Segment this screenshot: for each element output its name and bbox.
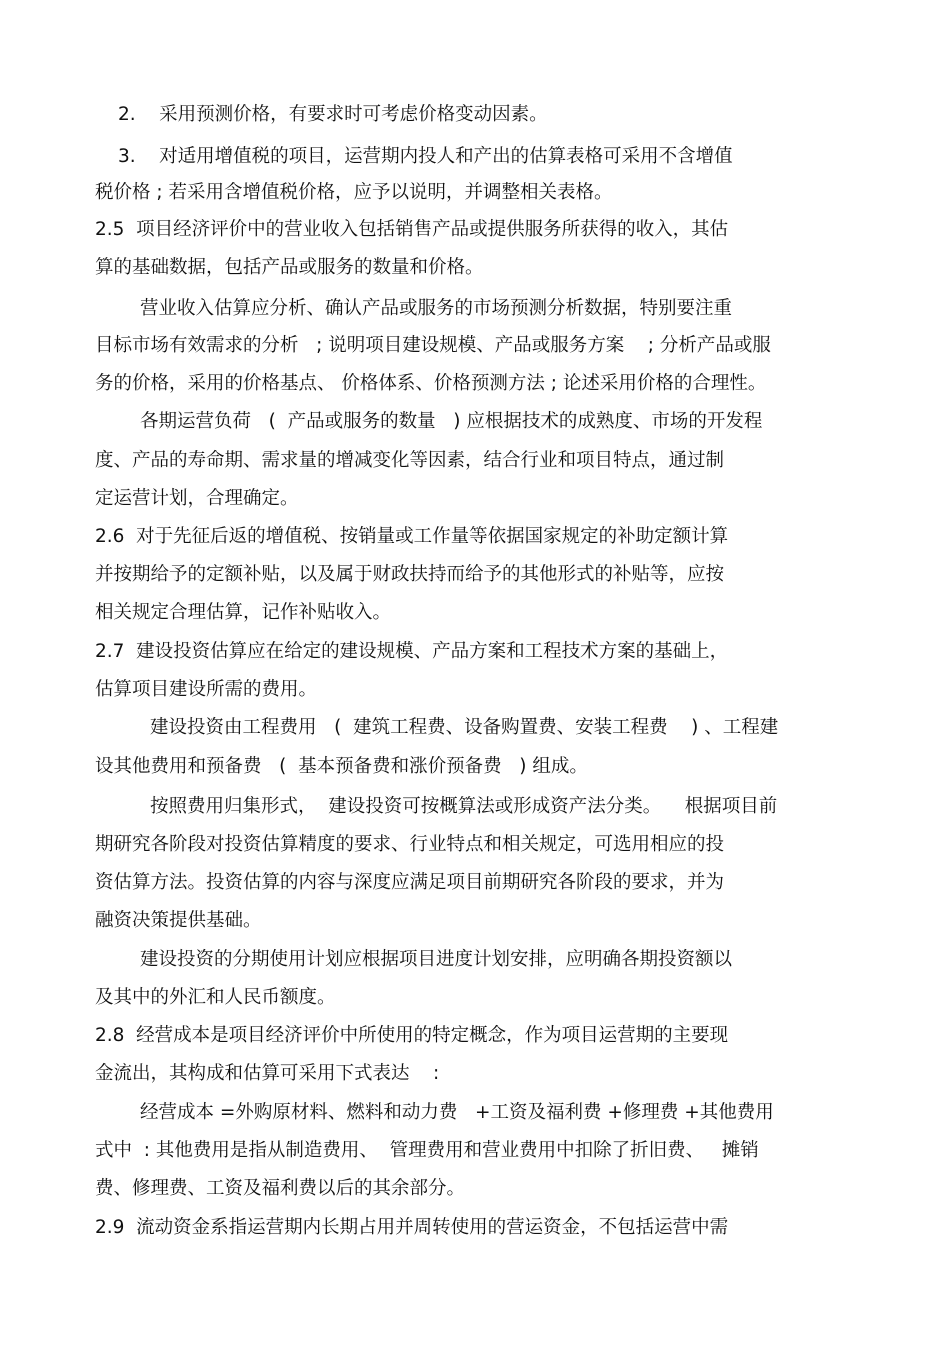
text-line: 税价格 ; 若采用含增值税价格，应予以说明，并调整相关表格。 [95,182,613,203]
text-line: 资估算方法。投资估算的内容与深度应满足项目前期研究各阶段的要求，并为 [95,872,725,893]
text-line: 式中 : 其他费用是指从制造费用、 管理费用和营业费用中扣除了折旧费、 摊销 [95,1140,759,1161]
text-line: 融资决策提供基础。 [95,910,262,931]
text-line: 定运营计划，合理确定。 [95,488,299,509]
text-line: 务的价格，采用的价格基点、 价格体系、价格预测方法 ; 论述采用价格的合理性。 [95,373,767,394]
text-line: 相关规定合理估算，记作补贴收入。 [95,602,392,623]
text-line: 设其他费用和预备费 ( 基本预备费和涨价预备费 ) 组成。 [95,756,588,777]
text-line: 3. 对适用增值税的项目，运营期内投人和产出的估算表格可采用不含增值 [118,146,733,167]
text-line: 建设投资的分期使用计划应根据项目进度计划安排，应明确各期投资额以 [140,949,733,970]
text-line: 2.9 流动资金系指运营期内长期占用并周转使用的营运资金，不包括运营中需 [95,1217,729,1238]
text-line: 金流出，其构成和估算可采用下式表达 : [95,1063,440,1084]
text-line: 期研究各阶段对投资估算精度的要求、行业特点和相关规定，可选用相应的投 [95,834,725,855]
text-line: 2.6 对于先征后返的增值税、按销量或工作量等依据国家规定的补助定额计算 [95,526,729,547]
text-line: 度、产品的寿命期、需求量的增减变化等因素，结合行业和项目特点，通过制 [95,450,725,471]
text-line: 并按期给予的定额补贴，以及属于财政扶持而给予的其他形式的补贴等，应按 [95,564,725,585]
text-line: 经营成本 =外购原材料、燃料和动力费 +工资及福利费 +修理费 +其他费用 [140,1102,774,1123]
text-line: 各期运营负荷 ( 产品或服务的数量 ) 应根据技术的成熟度、市场的开发程 [140,411,763,432]
text-line: 营业收入估算应分析、确认产品或服务的市场预测分析数据，特别要注重 [140,298,733,319]
text-line: 2.8 经营成本是项目经济评价中所使用的特定概念，作为项目运营期的主要现 [95,1025,729,1046]
text-line: 2.7 建设投资估算应在给定的建设规模、产品方案和工程技术方案的基础上， [95,641,729,662]
text-line: 及其中的外汇和人民币额度。 [95,987,336,1008]
text-line: 2.5 项目经济评价中的营业收入包括销售产品或提供服务所获得的收入，其估 [95,219,729,240]
text-line: 建设投资由工程费用 ( 建筑工程费、设备购置费、安装工程费 ) 、工程建 [150,717,779,738]
text-line: 费、修理费、工资及福利费以后的其余部分。 [95,1178,466,1199]
text-line: 目标市场有效需求的分析 ; 说明项目建设规模、产品或服务方案 ; 分析产品或服 [95,335,771,356]
text-line: 算的基础数据，包括产品或服务的数量和价格。 [95,257,484,278]
text-line: 2. 采用预测价格，有要求时可考虑价格变动因素。 [118,104,548,125]
text-line: 按照费用归集形式， 建设投资可按概算法或形成资产法分类。 根据项目前 [150,796,778,817]
text-line: 估算项目建设所需的费用。 [95,679,318,700]
